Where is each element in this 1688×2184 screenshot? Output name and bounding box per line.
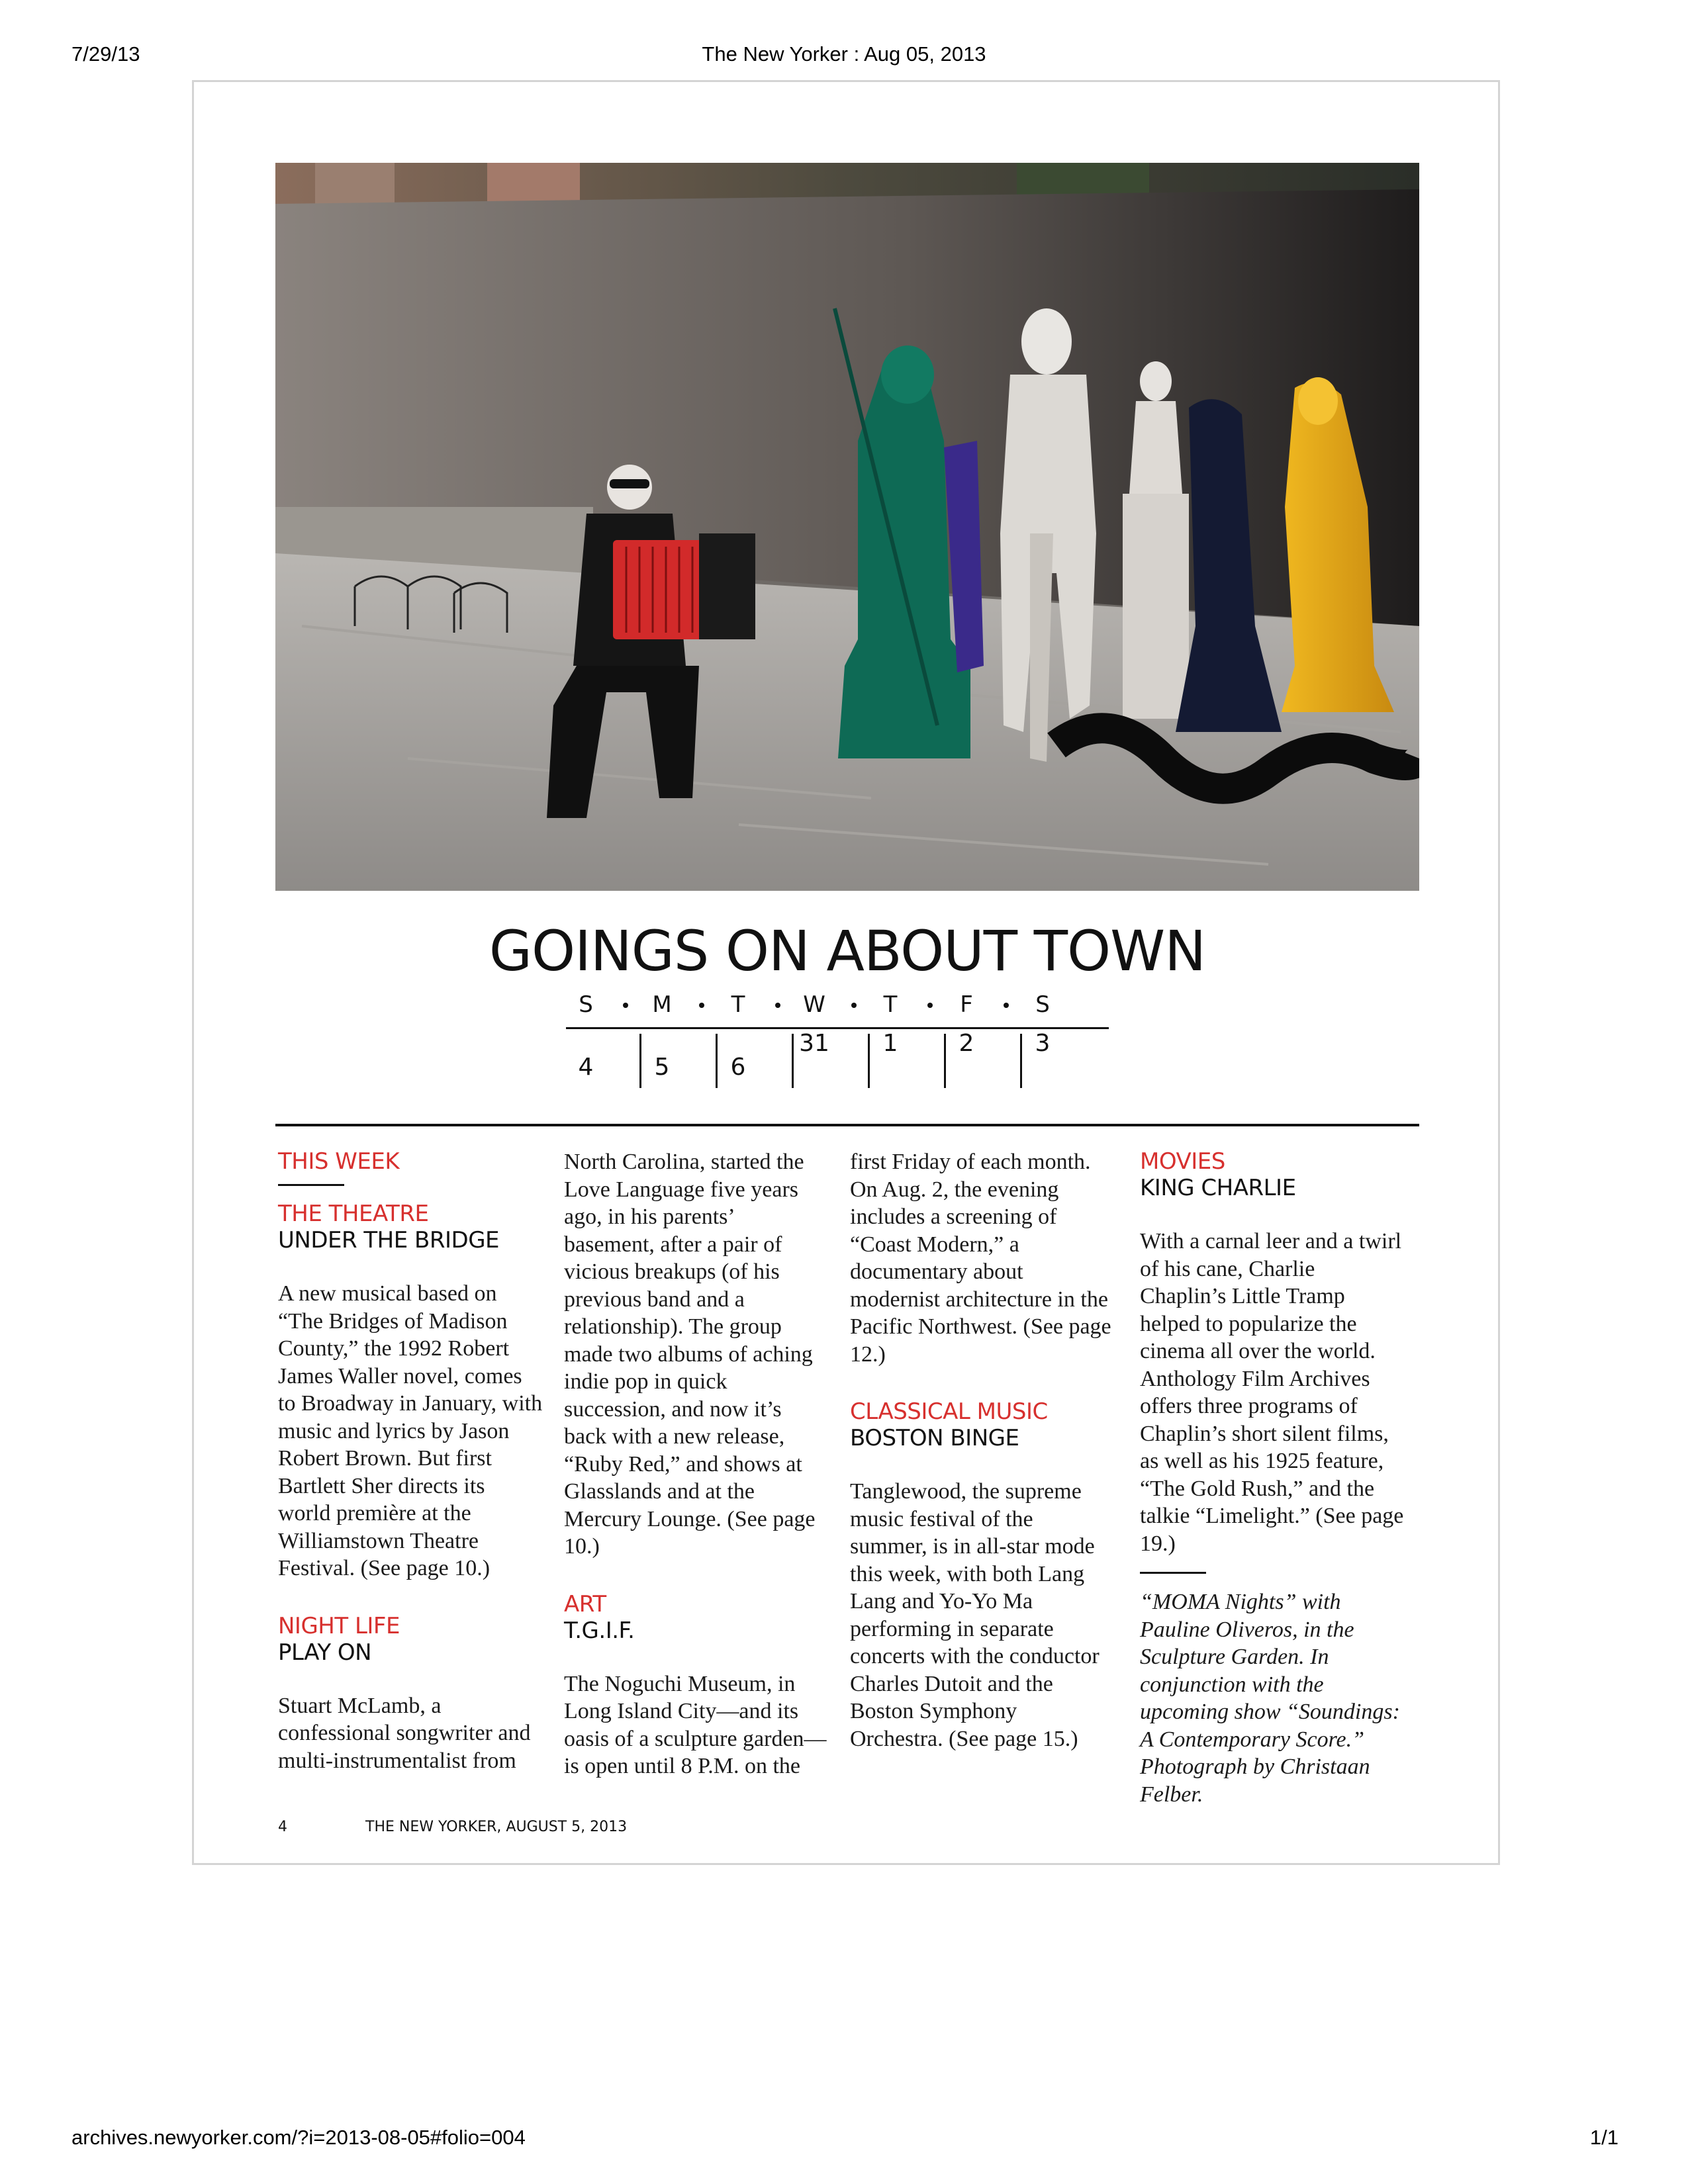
column-3 [850, 1148, 1115, 1752]
print-url: archives.newyorker.com/?i=2013-08-05#folio=004 [71, 2126, 526, 2149]
calendar-dot [699, 1003, 704, 1008]
art-body-continued: first Friday of each month. On Aug. 2, the evening includes a screening of “Coast Modern,” a documentary about modernist architecture in the Pacific Northwest. (See page 12.) [850, 1150, 1111, 1367]
classical-title: BOSTON BINGE [850, 1425, 1019, 1451]
nightlife-body-continued: North Carolina, started the Love Language five years ago, in his parents’ basement, after a pair of vicious breakups (of his previous band and a relationship). The group made two albums of aching indie pop in quick succession, and now it’s back with a new release, “Ruby Red,” and shows at Glasslands and at the Mercury Lounge. (See page 10.) [564, 1150, 816, 1559]
this-week-label: THIS WEEK [278, 1148, 400, 1175]
weekday-sunday: S [579, 991, 593, 1018]
weekday-saturday: S [1035, 991, 1050, 1018]
art-body: The Noguchi Museum, in Long Island City—and its oasis of a sculpture garden—is open until 8 P.M. on the [564, 1671, 827, 1778]
art-title: T.G.I.F. [564, 1617, 635, 1644]
date-1: 1 [882, 1030, 898, 1057]
print-date: 7/29/13 [71, 42, 140, 66]
date-5: 5 [654, 1054, 670, 1081]
nightlife-title: PLAY ON [278, 1639, 372, 1666]
column-2 [564, 1148, 829, 1780]
weekday-tuesday: T [731, 991, 745, 1018]
nightlife-body: Stuart McLamb, a confessional songwriter and multi-instrumentalist from [278, 1693, 531, 1773]
calendar-dot [775, 1003, 780, 1008]
movies-body: With a carnal leer and a twirl of his cane, Charlie Chaplin’s Little Tramp helped to popularize the cinema all over the world. Anthology Film Archives offers three programs of Chaplin’s short silent films, as well as his 1925 feature, “The Gold Rush,” and the talkie “Limelight.” (See page 19.) [1140, 1229, 1404, 1556]
nightlife-label: NIGHT LIFE [278, 1612, 400, 1639]
date-6: 6 [730, 1054, 746, 1081]
week-calendar [566, 991, 1109, 1097]
movies-label: MOVIES [1140, 1148, 1225, 1175]
calendar-divider [792, 1034, 794, 1088]
sculpture-garden-photo [275, 163, 1419, 891]
short-rule [278, 1184, 344, 1186]
photo-caption: “MOMA Nights” with Pauline Oliveros, in the Sculpture Garden. In conjunction with the upcoming show “Soundings: A Contemporary Score.” Photograph by Christaan Felber. [1140, 1590, 1400, 1807]
theatre-title: UNDER THE BRIDGE [278, 1227, 500, 1253]
calendar-divider [868, 1034, 870, 1088]
date-4: 4 [578, 1054, 594, 1081]
weekday-wednesday: W [803, 991, 825, 1018]
folio-page-number: 4 [278, 1819, 287, 1835]
art-label: ART [564, 1590, 606, 1617]
theatre-body: A new musical based on “The Bridges of Madison County,” the 1992 Robert James Waller novel, comes to Broadway in January, with music and lyrics by Jason Robert Brown. But first Bartlett Sher directs its world première at the Williamstown Theatre Festival. (See page 10.) [278, 1281, 543, 1580]
weekday-monday: M [652, 991, 672, 1018]
calendar-dot [623, 1003, 628, 1008]
section-rule [275, 1124, 1419, 1126]
calendar-weekdays [566, 991, 1109, 1022]
classical-body: Tanglewood, the supreme music festival of the summer, is in all-star mode this week, with both Lang Lang and Yo-Yo Ma performing in separate concerts with the conductor Charles Dutoit and the Boston Symphony Orchestra. (See page 15.) [850, 1479, 1100, 1751]
theatre-label: THE THEATRE [278, 1201, 429, 1227]
date-3: 3 [1035, 1030, 1051, 1057]
date-2: 2 [959, 1030, 974, 1057]
date-31: 31 [799, 1030, 829, 1057]
calendar-rule [566, 1027, 1109, 1029]
calendar-dot [851, 1003, 857, 1008]
print-footer [0, 2126, 1688, 2159]
weekday-thursday: T [883, 991, 898, 1018]
calendar-divider [639, 1034, 641, 1088]
movies-title: KING CHARLIE [1140, 1175, 1296, 1201]
print-page-count: 1/1 [1589, 2126, 1618, 2149]
classical-label: CLASSICAL MUSIC [850, 1398, 1048, 1425]
short-rule [1140, 1572, 1206, 1574]
print-header [0, 42, 1688, 75]
column-1 [278, 1148, 543, 1774]
calendar-divider [716, 1034, 718, 1088]
calendar-dot [927, 1003, 933, 1008]
headline: GOINGS ON ABOUT TOWN [489, 919, 1206, 983]
print-title: The New Yorker : Aug 05, 2013 [702, 42, 986, 66]
photo-illustration [275, 163, 1419, 891]
calendar-divider [1020, 1034, 1022, 1088]
folio-line: THE NEW YORKER, AUGUST 5, 2013 [365, 1819, 628, 1835]
column-4 [1140, 1148, 1405, 1808]
calendar-divider [944, 1034, 946, 1088]
weekday-friday: F [960, 991, 973, 1018]
calendar-dot [1004, 1003, 1009, 1008]
